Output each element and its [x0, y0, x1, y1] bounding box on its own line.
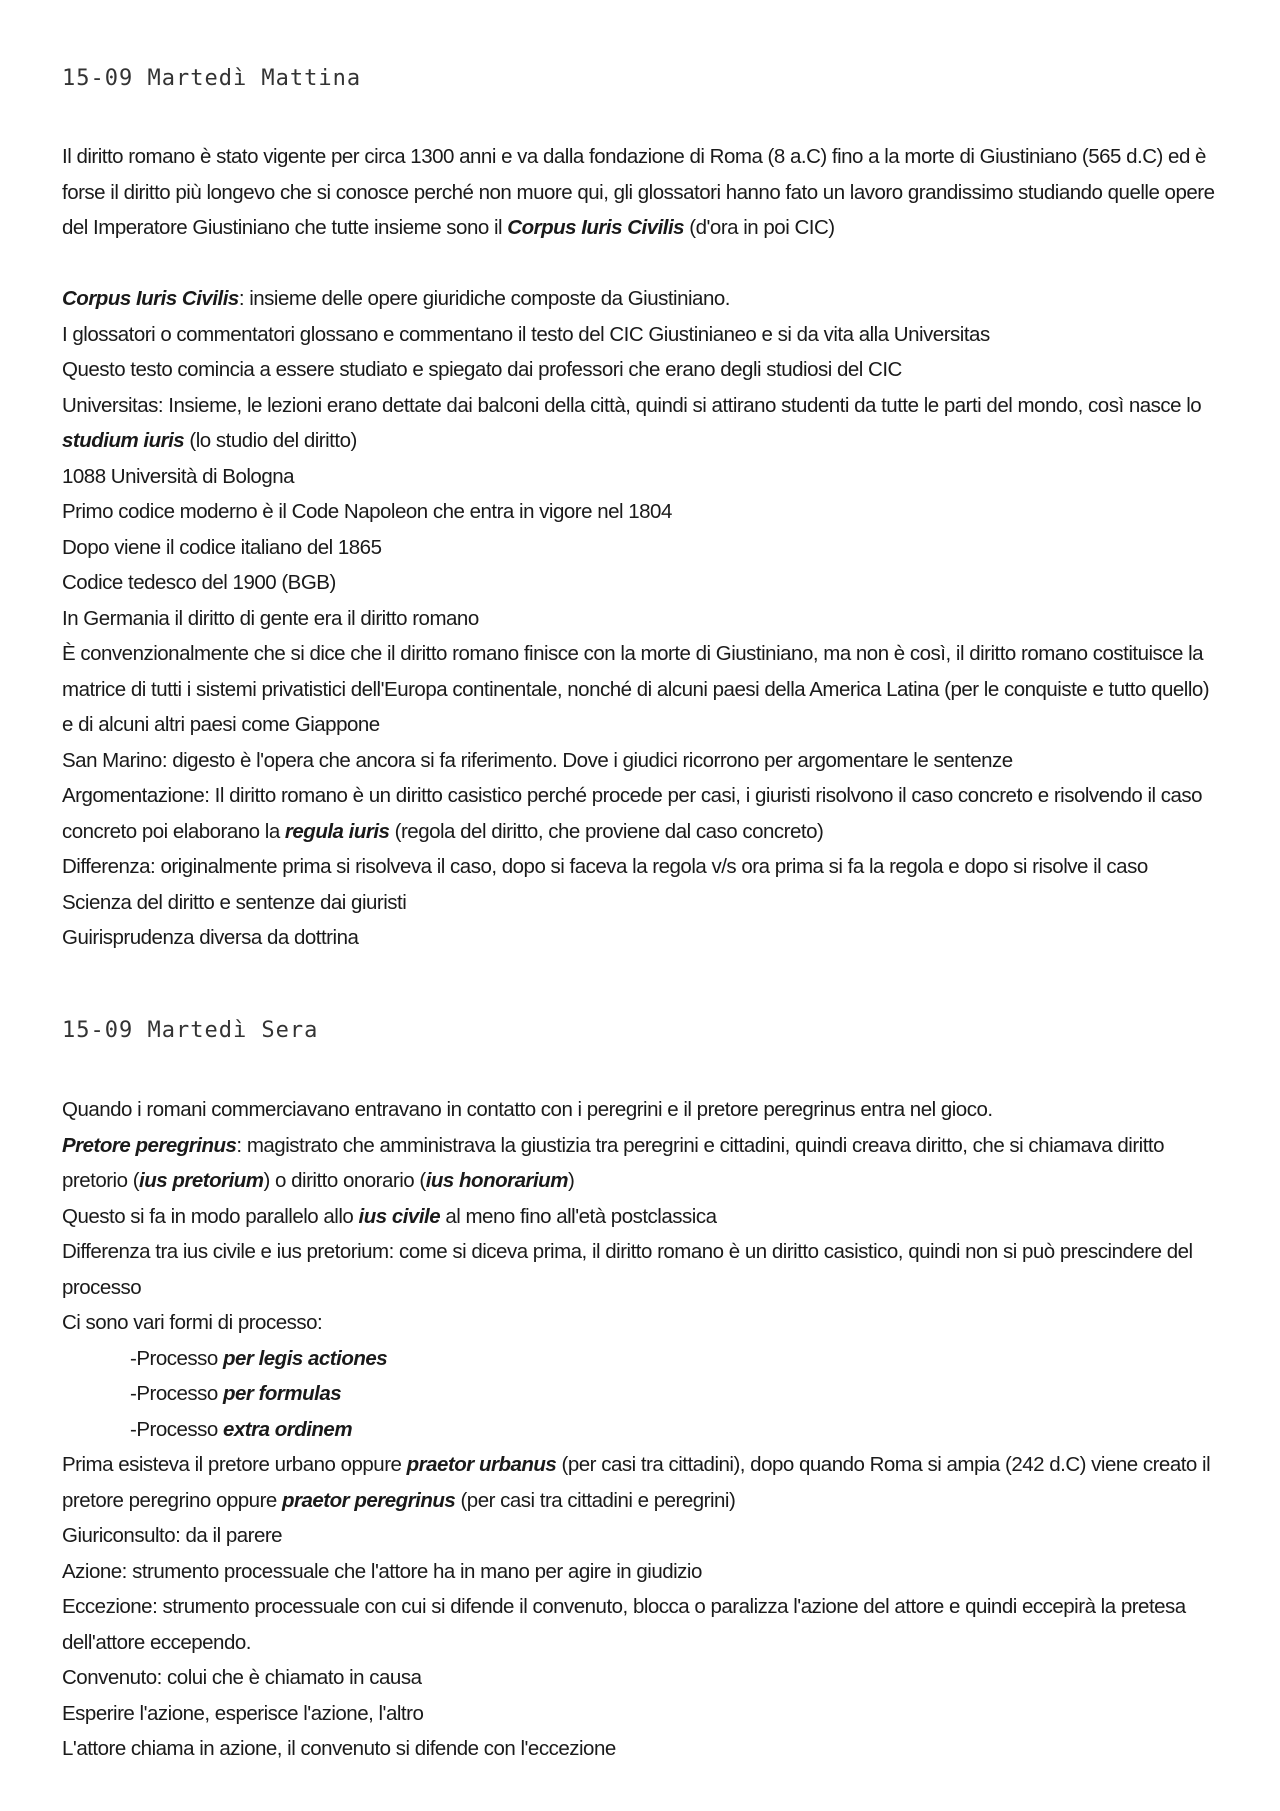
text: : insieme delle opere giuridiche composte da Giustiniano.	[238, 287, 730, 310]
term-praetor-urbanus: praetor urbanus	[406, 1453, 557, 1476]
term-praetor-peregrinus: praetor peregrinus	[282, 1488, 456, 1512]
paragraph-line: Quando i romani commerciavano entravano in contatto con i peregrini e il pretore peregrinus entra nel gioco.	[62, 1098, 993, 1121]
paragraph-line: 1088 Università di Bologna	[62, 464, 295, 488]
text: : magistrato che amministrava la giustizia tra peregrini e cittadini, quindi creava diritto, che si chiamava diritto pretorio (	[62, 1133, 1164, 1192]
paragraph-universitas	[62, 388, 1222, 459]
paragraph-intro	[62, 139, 1222, 246]
paragraph-line: Esperire l'azione, esperisce l'azione, l'altro	[62, 1701, 424, 1725]
spacer	[62, 246, 1222, 282]
section-heading-mattina: 15-09 Martedì Mattina	[62, 66, 362, 91]
term-per-legis-actiones: per legis actiones	[222, 1346, 388, 1370]
paragraph-prima	[62, 1447, 1222, 1518]
paragraph-line: Azione: strumento processuale che l'attore ha in mano per agire in giudizio	[62, 1559, 702, 1583]
term-studium-iuris: studium iuris	[62, 429, 185, 452]
paragraph-pretore	[62, 1128, 1222, 1199]
term-ius-honorarium: ius honorarium	[425, 1169, 568, 1192]
term-per-formulas: per formulas	[222, 1382, 342, 1405]
paragraph-line: In Germania il diritto di gente era il diritto romano	[62, 606, 479, 630]
list-item	[62, 1376, 1222, 1412]
text: Questo si fa in modo parallelo allo	[62, 1204, 359, 1228]
paragraph-line: I glossatori o commentatori glossano e commentano il testo del CIC Giustinianeo e si da vita alla Universitas	[62, 322, 990, 346]
paragraph-line: Guirisprudenza diversa da dottrina	[62, 926, 359, 949]
text: (lo studio del diritto)	[184, 429, 357, 452]
paragraph-line: È convenzionalmente che si dice che il diritto romano finisce con la morte di Giustiniano, ma non è così, il diritto romano costituisce la matrice di tutti i sistemi privatistici dell'Europa continentale, nonché di alcuni paesi della America Latina (per le conquiste e tutto quello) e di alcuni altri paesi come Giappone	[62, 642, 1210, 736]
text: -Processo	[130, 1417, 223, 1441]
text: (regola del diritto, che proviene dal caso concreto)	[389, 819, 824, 843]
paragraph-parallelo	[62, 1199, 1222, 1235]
text: Universitas: Insieme, le lezioni erano dettate dai balconi della città, quindi si attirano studenti da tutte le parti del mondo, così nasce lo	[62, 393, 1202, 417]
text: (per casi tra cittadini), dopo quando Roma si ampia (242 d.C) viene creato il pretore peregrino oppure	[62, 1453, 1211, 1512]
paragraph-line: Scienza del diritto e sentenze dai giuristi	[62, 890, 407, 914]
paragraph-line: Giuriconsulto: da il parere	[62, 1524, 283, 1547]
text: -Processo	[130, 1346, 223, 1370]
paragraph-line: Differenza tra ius civile e ius pretorium: come si diceva prima, il diritto romano è un diritto casistico, quindi non si può prescindere del processo	[62, 1240, 1193, 1299]
term-regula-iuris: regula iuris	[284, 819, 390, 843]
list-item	[62, 1341, 1222, 1377]
term-ius-civile: ius civile	[358, 1204, 441, 1228]
list-item	[62, 1412, 1222, 1448]
term-extra-ordinem: extra ordinem	[222, 1417, 353, 1441]
text: Argomentazione: Il diritto romano è un diritto casistico perché procede per casi, i giuristi risolvono il caso concreto e risolvendo il caso concreto poi elaborano la	[62, 784, 1203, 843]
text: Prima esisteva il pretore urbano oppure	[62, 1453, 407, 1476]
paragraph-cic-definition	[62, 281, 1222, 317]
paragraph-line: Dopo viene il codice italiano del 1865	[62, 535, 382, 559]
text: al meno fino all'età postclassica	[440, 1204, 717, 1228]
paragraph-line: Questo testo comincia a essere studiato e spiegato dai professori che erano degli studiosi del CIC	[62, 358, 902, 381]
section-body-sera	[62, 1092, 1222, 1767]
text: ) o diritto onorario (	[263, 1169, 426, 1192]
section-body-mattina	[62, 139, 1222, 956]
term-corpus-iuris-civilis: Corpus Iuris Civilis	[62, 287, 239, 310]
text: -Processo	[130, 1382, 223, 1405]
section-heading-sera: 15-09 Martedì Sera	[62, 1018, 319, 1043]
text: Il diritto romano è stato vigente per circa 1300 anni e va dalla fondazione di Roma (8 a.C) fino a la morte di Giustiniano (565 d.C) ed è forse il diritto più longevo che si conosce perché non muore qui, gli glossatori hanno fato un lavoro grandissimo studiando quelle opere del Imperatore Giustiniano che tutte insieme sono il	[62, 145, 1215, 239]
paragraph-line: Codice tedesco del 1900 (BGB)	[62, 571, 336, 594]
text: (d'ora in poi CIC)	[684, 216, 835, 239]
text: )	[567, 1169, 575, 1192]
term-pretore-peregrinus: Pretore peregrinus	[62, 1133, 237, 1157]
paragraph-line: Eccezione: strumento processuale con cui si difende il convenuto, blocca o paralizza l'azione del attore e quindi eccepirà la pretesa dell'attore eccependo.	[62, 1595, 1186, 1654]
paragraph-line: Convenuto: colui che è chiamato in causa	[62, 1666, 422, 1689]
paragraph-argomentazione	[62, 778, 1222, 849]
paragraph-line: L'attore chiama in azione, il convenuto si difende con l'eccezione	[62, 1737, 616, 1760]
term-ius-pretorium: ius pretorium	[139, 1169, 264, 1192]
paragraph-line: San Marino: digesto è l'opera che ancora si fa riferimento. Dove i giudici ricorrono per argomentare le sentenze	[62, 748, 1013, 772]
paragraph-line: Differenza: originalmente prima si risolveva il caso, dopo si faceva la regola v/s ora prima si fa la regola e dopo si risolve il caso	[62, 855, 1148, 878]
term-corpus-iuris-civilis: Corpus Iuris Civilis	[507, 216, 685, 239]
paragraph-line: Primo codice moderno è il Code Napoleon che entra in vigore nel 1804	[62, 500, 672, 523]
text: (per casi tra cittadini e peregrini)	[455, 1488, 736, 1512]
paragraph-line: Ci sono vari formi di processo:	[62, 1311, 323, 1334]
